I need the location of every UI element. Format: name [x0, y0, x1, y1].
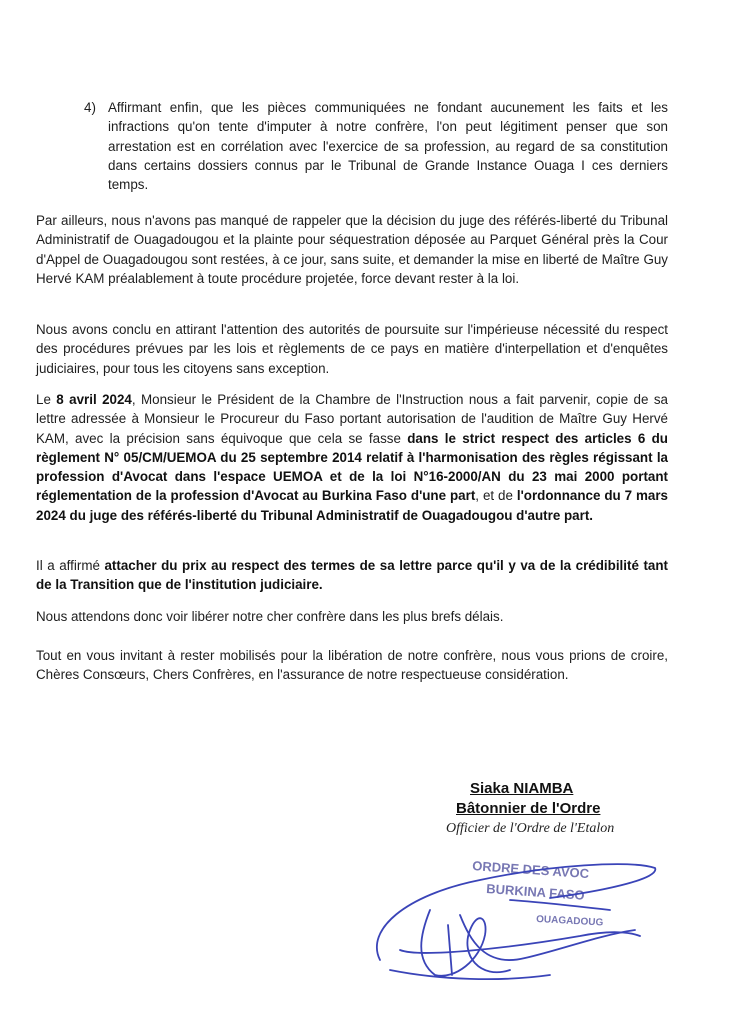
list-item-4: [84, 98, 668, 194]
paragraph-april-8-letter: Le 8 avril 2024, Monsieur le Président de la Chambre de l'Instruction nous a fait parvenir, copie de sa lettre adressée à Monsieur le Procureur du Faso portant autorisation de l'audition de Maître Guy Hervé KAM, avec la précision sans équivoque que cela se fasse dans le strict respect des articles 6 du règlement N° 05/CM/UEMOA du 25 septembre 2014 relatif à l'harmonisation des règles régissant la profession d'Avocat dans l'espace UEMOA et de la loi N°16-2000/AN du 23 mai 2000 portant réglementation de la profession d'Avocat au Burkina Faso d'une part, et de l'ordonnance du 7 mars 2024 du juge des référés-liberté du Tribunal Administratif de Ouagadougou d'autre part.: [36, 392, 668, 523]
bold-credibility: attacher du prix au respect des termes de sa lettre parce qu'il y va de la crédibilité tant de la Transition que de l'institution judiciaire.: [36, 558, 668, 593]
paragraph-closing: Tout en vous invitant à rester mobilisés pour la libération de notre confrère, nous vous prions de croire, Chères Consœurs, Chers Confrères, en l'assurance de notre respectueuse considération.: [36, 648, 668, 683]
paragraph-awaiting-release: Nous attendons donc voir libérer notre cher confrère dans les plus brefs délais.: [36, 609, 504, 624]
handwritten-signature: [377, 864, 655, 979]
paragraph-affirmation: Il a affirmé attacher du prix au respect des termes de sa lettre parce qu'il y va de la crédibilité tant de la Transition que de l'institution judiciaire.: [36, 558, 668, 593]
signatory-title: Bâtonnier de l'Ordre: [456, 800, 601, 817]
bold-regulation: dans le strict respect des articles 6 du règlement N° 05/CM/UEMOA du 25 septembre 2014 relatif à l'harmonisation des règles régissant la profession d'Avocat dans l'espace UEMOA et de la loi N°16-2000/AN du 23 mai 2000 portant réglementation de la profession d'Avocat au Burkina Faso d'une part: [36, 430, 668, 504]
paragraph-decision-reminder: Par ailleurs, nous n'avons pas manqué de rappeler que la décision du juge des référés-liberté du Tribunal Administratif de Ouagadougou et la plainte pour séquestration déposée au Parquet Général près la Cour d'Appel de Ouagadougou sont restées, à ce jour, sans suite, et demander la mise en liberté de Maître Guy Hervé KAM préalablement à toute procédure projetée, force devant rester à la loi.: [36, 213, 668, 286]
stamp-line-2: BURKINA FASO: [485, 881, 586, 903]
signatory-subtitle: Officier de l'Ordre de l'Etalon: [446, 821, 615, 836]
list-item-text: Affirmant enfin, que les pièces communiquées ne fondant aucunement les faits et les infractions qu'on tente d'imputer à notre confrère, l'on peut légitiment penser que son arrestation est en corrélation avec l'exercice de sa profession, au regard de sa constitution dans certains dossiers connus par le Tribunal de Grande Instance Ouaga I ces derniers temps.: [108, 100, 668, 193]
bold-ordinance: l'ordonnance du 7 mars 2024 du juge des référés-liberté du Tribunal Administratif de Ouagadougou d'autre part.: [36, 488, 668, 523]
stamp-line-1: ORDRE DES AVOC: [471, 858, 590, 882]
bold-date: 8 avril 2024: [56, 392, 132, 407]
signatory-name: Siaka NIAMBA: [470, 780, 574, 797]
stamp-and-signature: [360, 840, 660, 990]
paragraph-conclusion: Nous avons conclu en attirant l'attention des autorités de poursuite sur l'impérieuse nécessité du respect des procédures prévues par les lois et règlements de ce pays en matière d'interpellation et d'enquêtes judiciaires, pour tous les citoyens sans exception.: [36, 322, 668, 376]
stamp-line-3: OUAGADOUG: [535, 914, 604, 929]
list-item-number: 4): [84, 100, 96, 115]
